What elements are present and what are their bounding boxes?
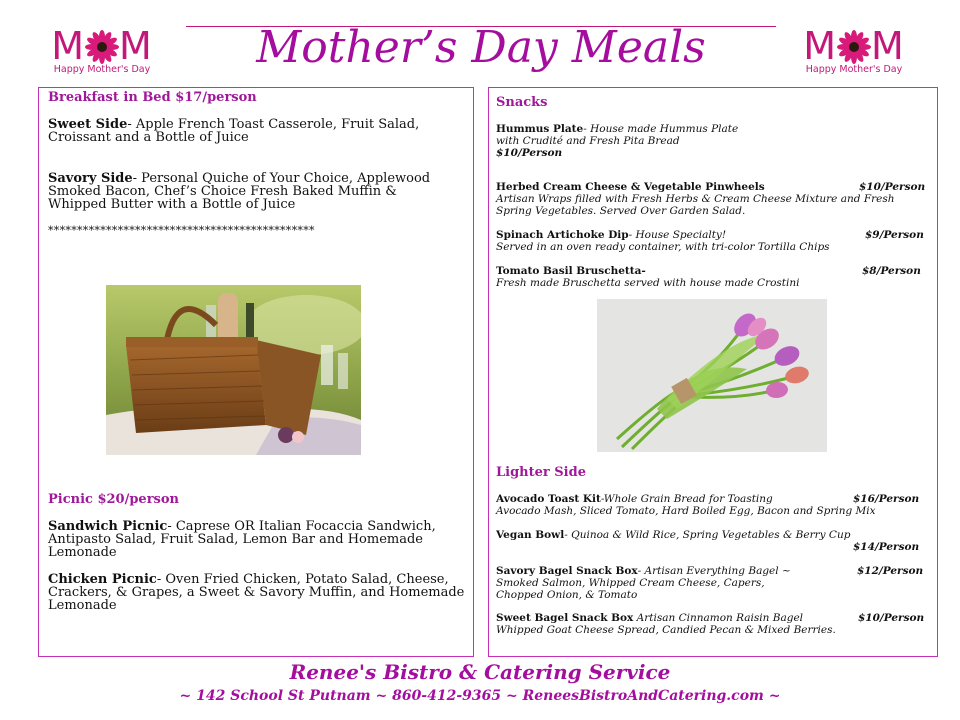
tomato-name: Tomato Basil Bruschetta (496, 265, 642, 277)
pinwheel-name: Herbed Cream Cheese & Vegetable Pinwheels (496, 181, 765, 193)
sweet-bagel-desc (496, 624, 926, 636)
vegan-desc: - Quinoa & Wild Rice, Spring Vegetables & Berry Cup (564, 529, 851, 541)
sweet-side-item (48, 118, 458, 144)
page-title: Mother’s Day Meals (256, 22, 706, 73)
logo-letter-m1: M (51, 24, 85, 68)
savory-side-desc: - Personal Quiche of Your Choice, Applewood Smoked Bacon, Chef’s Choice Fresh Baked Muffin & Whipped Butter with a Bottle of Juice (48, 171, 431, 212)
avocado-name-line (496, 493, 836, 505)
sandwich-picnic-item (48, 520, 468, 559)
savory-bagel-sub: - Artisan Everything Bagel ~ (637, 565, 791, 577)
sandwich-picnic-desc: - Caprese OR Italian Focaccia Sandwich, Antipasto Salad, Fruit Salad, Lemon Bar and Homemade Lemonade (48, 519, 436, 560)
vegan-name: Vegan Bowl (496, 529, 565, 541)
business-name: Renee's Bistro & Catering Service (289, 660, 671, 684)
lighter-side-heading: Lighter Side (496, 465, 586, 480)
sweet-bagel-desc-text: Whipped Goat Cheese Spread, Candied Pecan & Mixed Berries. (496, 624, 836, 636)
sweet-bagel-price: $10/Person (858, 612, 925, 624)
avocado-price: $16/Person (853, 493, 920, 505)
snacks-heading: Snacks (496, 95, 548, 110)
logo-letter-m1: M (803, 24, 837, 68)
pinwheel-name-line (496, 181, 796, 193)
mom-logo-right (784, 26, 924, 76)
savory-side-item (48, 172, 458, 211)
avocado-name: Avocado Toast Kit (496, 493, 601, 505)
hummus-price: $10/Person (496, 147, 563, 159)
tomato-dash: - (641, 265, 646, 277)
mom-logo-left (32, 26, 172, 76)
sweet-side-desc: - Apple French Toast Casserole, Fruit Salad, Croissant and a Bottle of Juice (48, 117, 420, 145)
tomato-desc-text: Fresh made Bruschetta served with house made Crostini (496, 277, 800, 289)
sweet-bagel-sub: Artisan Cinnamon Raisin Bagel (633, 612, 804, 624)
tomato-name-line (496, 265, 796, 277)
contact-line: ~ 142 School St Putnam ~ 860-412-9365 ~ ReneesBistroAndCatering.com ~ (179, 688, 781, 704)
picnic-basket-photo (106, 285, 361, 455)
menu-divider: ********************************************** (48, 224, 315, 237)
sweet-side-name: Sweet Side (48, 117, 128, 132)
sandwich-picnic-name: Sandwich Picnic (48, 519, 168, 534)
savory-bagel-name-line (496, 565, 846, 577)
spinach-price: $9/Person (865, 229, 924, 241)
hummus-desc: - House made Hummus Plate (583, 123, 739, 135)
spinach-sub: - House Specialty! (628, 229, 727, 241)
picnic-heading: Picnic $20/person (48, 492, 179, 507)
hummus-name: Hummus Plate (496, 123, 584, 135)
logo-letter-m2: M (119, 24, 153, 68)
savory-side-name: Savory Side (48, 171, 133, 186)
pinwheel-price: $10/Person (859, 181, 926, 193)
vegan-name-line (496, 529, 926, 541)
logo-tagline: Happy Mother's Day (53, 64, 151, 75)
savory-bagel-name: Savory Bagel Snack Box (496, 565, 638, 577)
sweet-bagel-name: Sweet Bagel Snack Box (496, 612, 634, 624)
logo-letter-m2: M (871, 24, 905, 68)
avocado-desc (496, 505, 926, 517)
hummus-desc2: with Crudité and Fresh Pita Bread (496, 135, 680, 147)
tomato-price: $8/Person (862, 265, 921, 277)
spinach-desc-text: Served in an oven ready container, with tri-color Tortilla Chips (496, 241, 830, 253)
spinach-name: Spinach Artichoke Dip (496, 229, 629, 241)
spinach-desc (496, 241, 926, 253)
chicken-picnic-name: Chicken Picnic (48, 572, 157, 587)
spinach-name-line (496, 229, 826, 241)
logo-tagline: Happy Mother's Day (805, 64, 903, 75)
avocado-desc-text: Avocado Mash, Sliced Tomato, Hard Boiled Egg, Bacon and Spring Mix (496, 505, 876, 517)
savory-bagel-desc (496, 577, 786, 601)
pinwheel-desc (496, 193, 926, 217)
left-menu-panel (38, 87, 474, 657)
daisy-icon (837, 30, 871, 64)
chicken-picnic-desc: - Oven Fried Chicken, Potato Salad, Cheese, Crackers, & Grapes, a Sweet & Savory Muffin, and Homemade Lemonade (48, 572, 465, 613)
right-menu-panel (488, 87, 938, 657)
savory-bagel-price: $12/Person (857, 565, 924, 577)
tulip-bouquet-photo (597, 299, 827, 452)
breakfast-heading: Breakfast in Bed $17/person (48, 90, 257, 105)
pinwheel-desc-text: Artisan Wraps filled with Fresh Herbs & Cream Cheese Mixture and Fresh Spring Vegetables. Served Over Garden Salad. (496, 193, 895, 217)
hummus-item (496, 123, 796, 159)
savory-bagel-desc-text: Smoked Salmon, Whipped Cream Cheese, Capers, Chopped Onion, & Tomato (496, 577, 765, 601)
chicken-picnic-item (48, 573, 468, 612)
daisy-icon (85, 30, 119, 64)
vegan-price: $14/Person (853, 541, 920, 553)
avocado-sub: -Whole Grain Bread for Toasting (600, 493, 773, 505)
tomato-desc (496, 277, 926, 289)
sweet-bagel-name-line (496, 612, 846, 624)
